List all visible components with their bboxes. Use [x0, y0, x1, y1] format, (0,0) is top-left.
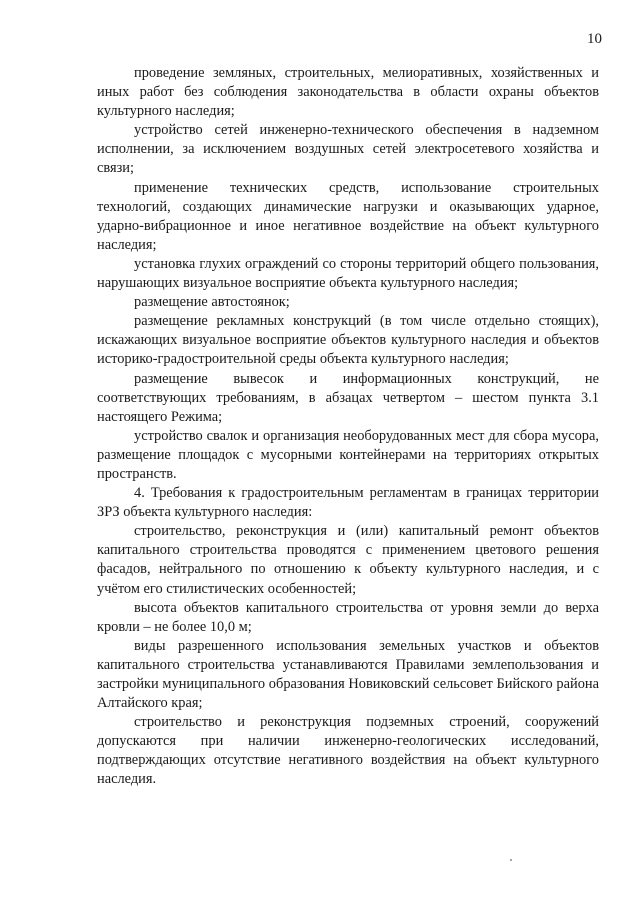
paragraph-underground: строительство и реконструкция подземных строений, сооружений допускаются при наличии инженерно-геологических исследований, подтверждающих отсутствие негативного воздействия на объект культурного наследия.	[97, 714, 599, 788]
paragraph-earthworks: проведение земляных, строительных, мелиоративных, хозяйственных и иных работ без соблюдения законодательства в области охраны объектов культурного наследия;	[97, 65, 599, 120]
paragraph-solid-fences: установка глухих ограждений со стороны территорий общего пользования, нарушающих визуальное восприятие объекта культурного наследия;	[97, 255, 599, 292]
paragraph-facade-color: строительство, реконструкция и (или) капитальный ремонт объектов капитального строительства проводятся с применением цветового решения фасадов, нейтрального по отношению к объекту культурного наследия, и с учётом его стилистических особенностей;	[97, 523, 599, 597]
document-body	[97, 64, 599, 790]
paragraph-advertising: размещение рекламных конструкций (в том числе отдельно стоящих), искажающих визуальное восприятие объектов культурного наследия и объектов историко-градостроительной среды объекта культурного наследия;	[97, 313, 599, 368]
page-number: 10	[587, 31, 602, 47]
paragraph-height-limit: высота объектов капитального строительства от уровня земли до верха кровли – не более 10,0 м;	[97, 599, 599, 635]
paragraph-permitted-use: виды разрешенного использования земельных участков и объектов капитального строительства устанавливаются Правилами землепользования и застройки муниципального образования Новиковский сельсовет Бийского района Алтайского края;	[97, 637, 599, 712]
paragraph-signage: размещение вывесок и информационных конструкций, не соответствующих требованиям, в абзацах четвертом – шестом пункта 3.1 настоящего Режима;	[97, 370, 599, 425]
paragraph-waste: устройство свалок и организация необорудованных мест для сбора мусора, размещение площадок с мусорными контейнерами на территориях открытых пространств.	[97, 427, 599, 482]
paragraph-technical-means: применение технических средств, использование строительных технологий, создающих динамические нагрузки и оказывающих ударное, ударно-вибрационное и иное негативное воздействие на объект культурного наследия;	[97, 179, 599, 253]
paragraph-utility-networks: устройство сетей инженерно-технического обеспечения в надземном исполнении, за исключением воздушных сетей электросетевого хозяйства и связи;	[97, 122, 599, 177]
scan-speck	[510, 859, 512, 861]
paragraph-section-4-heading: 4. Требования к градостроительным регламентам в границах территории ЗРЗ объекта культурного наследия:	[97, 485, 599, 521]
paragraph-parking: размещение автостоянок;	[134, 294, 290, 311]
